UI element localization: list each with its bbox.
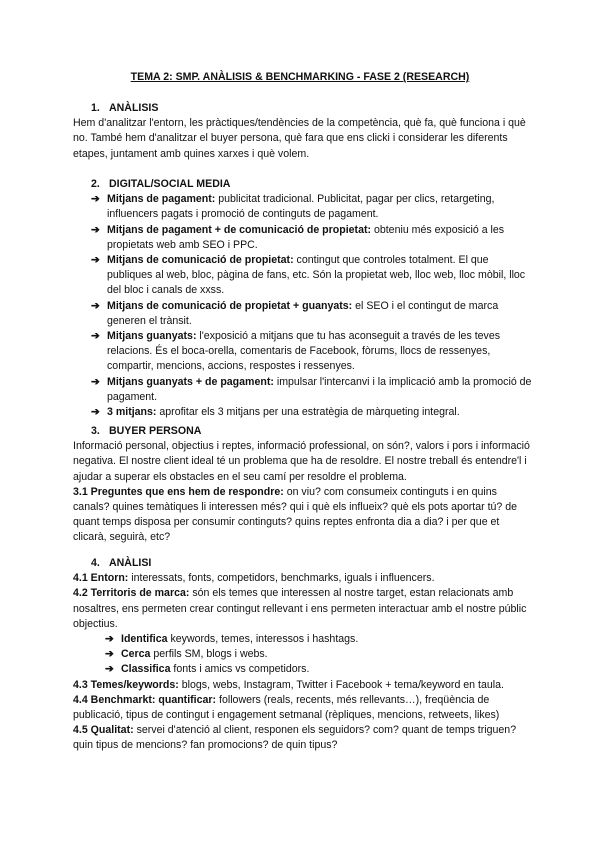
- subsection-text: on viu? com consumeix continguts i en quins canals? quines temàtiques li interessen més? qui i què els influeix? què els pots aportar tú? de quant temps disposa per consumir continguts? quins reptes enfronta dia a dia? i per que et clicarà, seguirà, etc?: [73, 485, 518, 544]
- section-number: 3.: [91, 425, 100, 437]
- section-analisis: [73, 101, 533, 162]
- section-number: 1.: [91, 102, 100, 114]
- subsection-paragraph: [73, 485, 533, 546]
- item-label: Mitjans de pagament + de comunicació de propietat:: [107, 223, 372, 236]
- item-text: fonts i amics vs competidors.: [170, 663, 310, 676]
- list-item: [91, 192, 533, 222]
- entry-paragraph: [73, 723, 533, 753]
- section-title: DIGITAL/SOCIAL MEDIA: [109, 178, 231, 190]
- arrow-icon: ➔: [105, 648, 114, 661]
- item-label: Mitjans de comunicació de propietat:: [107, 254, 294, 267]
- item-text: publicitat tradicional. Publicitat, pagar per clics, retargeting, influencers pagats i promoció de continguts de pagament.: [107, 193, 495, 221]
- entry-label: 4.2 Territoris de marca:: [73, 587, 190, 600]
- arrow-icon: ➔: [91, 375, 100, 388]
- list-item: [105, 647, 533, 662]
- list-item: [91, 253, 533, 299]
- item-label: Mitjans de pagament:: [107, 193, 216, 206]
- entry-paragraph: [73, 571, 533, 586]
- item-label: Classifica: [121, 663, 171, 676]
- arrow-icon: ➔: [91, 299, 100, 312]
- list-item: [91, 223, 533, 253]
- section-heading: [73, 101, 533, 116]
- list-item: [91, 375, 533, 405]
- arrow-icon: ➔: [91, 223, 100, 236]
- entry-label: 4.1 Entorn:: [73, 572, 129, 585]
- section-paragraph: Informació personal, objectius i reptes, informació professional, on són?, valors i pors i informació negativa. El nostre client ideal té un problema que ha de resoldre. El nostre treball és entendre'l i ajudar a superar els obstacles en el seu camí per resoldre el problema.: [73, 440, 530, 483]
- list-item: [91, 329, 533, 375]
- section-digital-social-media: [73, 177, 533, 420]
- entry-paragraph: [73, 586, 533, 632]
- section-analisi: [73, 556, 533, 754]
- section-paragraph: Hem d'analitzar l'entorn, les pràctiques/tendències de la competència, què fa, què funciona i què no. També hem d'analitzar el buyer persona, què fara que ens clicki i considerar les diferents etapes, juntament amb quines xarxes i què volem.: [73, 117, 526, 160]
- arrow-icon: ➔: [105, 633, 114, 646]
- item-label: 3 mitjans:: [107, 406, 157, 419]
- media-list: [73, 192, 533, 420]
- entry-label: 4.3 Temes/keywords:: [73, 678, 179, 691]
- item-label: Mitjans guanyats + de pagament:: [107, 375, 274, 388]
- list-item: [91, 405, 533, 420]
- entry-label: 4.4 Benchmarkt: quantificar:: [73, 693, 217, 706]
- item-text: impulsar l'intercanvi i la implicació amb la promoció de pagament.: [107, 375, 532, 403]
- item-text: keywords, temes, interessos i hashtags.: [167, 633, 359, 646]
- arrow-icon: ➔: [91, 254, 100, 267]
- arrow-icon: ➔: [91, 193, 100, 206]
- entry-text: interessats, fonts, competidors, benchmarks, iguals i influencers.: [128, 572, 435, 585]
- item-text: obteniu més exposició a les propietats web amb SEO i PPC.: [107, 223, 505, 251]
- subsection-label: 3.1 Preguntes que ens hem de respondre:: [73, 485, 284, 498]
- item-text: aprofitar els 3 mitjans per una estratègia de màrqueting integral.: [156, 406, 460, 419]
- section-heading: [73, 177, 533, 192]
- section-title: ANÀLISI: [109, 557, 152, 569]
- page-title: TEMA 2: SMP. ANÀLISIS & BENCHMARKING - FASE 2 (RESEARCH): [130, 71, 470, 83]
- arrow-icon: ➔: [91, 406, 100, 419]
- item-label: Mitjans de comunicació de propietat + guanyats:: [107, 299, 353, 312]
- arrow-icon: ➔: [91, 330, 100, 343]
- entry-text: són els temes que interessen al nostre target, estan relacionats amb nosaltres, ens permeten crear contingut rellevant i ens permeten interactuar amb el nostre públic objectius.: [73, 587, 527, 630]
- entry-text: followers (reals, recents, més rellevants…), freqüència de publicació, tipus de contingut i engagement setmanal (rèpliques, mencions, retweets, likes): [73, 693, 500, 722]
- item-text: perfils SM, blogs i webs.: [150, 648, 268, 661]
- section-heading: [73, 424, 533, 439]
- list-item: [105, 662, 533, 677]
- arrow-icon: ➔: [105, 663, 114, 676]
- item-label: Identifica: [121, 633, 168, 646]
- section-title: ANÀLISIS: [109, 102, 159, 114]
- entry-label: 4.5 Qualitat:: [73, 724, 134, 737]
- territoris-list: [73, 632, 533, 678]
- section-heading: [73, 556, 533, 571]
- item-label: Mitjans guanyats:: [107, 330, 197, 343]
- section-number: 2.: [91, 178, 100, 190]
- item-text: el SEO i el contingut de marca generen el trànsit.: [107, 299, 499, 327]
- item-label: Cerca: [121, 648, 151, 661]
- item-text: l'exposició a mitjans que tu has aconseguit a través de les teves relacions. És el boca-orella, comentaris de Facebook, fòrums, llocs de ressenyes, compartir, mencions, accions, respostes i ressenyes.: [107, 330, 501, 373]
- entry-paragraph: [73, 678, 533, 693]
- entry-text: blogs, webs, Instagram, Twitter i Facebook + tema/keyword en taula.: [178, 678, 504, 691]
- item-text: contingut que controles totalment. El que publiques al web, bloc, pàgina de fans, etc. Són la propietat web, lloc web, lloc mòbil, lloc del bloc i canals de xxss.: [107, 254, 526, 297]
- list-item: [91, 299, 533, 329]
- list-item: [105, 632, 533, 647]
- entry-text: servei d'atenció al client, responen els seguidors? com? quant de temps triguen? quin tipus de mencions? fan promocions? de quin tipus?: [73, 724, 517, 752]
- section-title: BUYER PERSONA: [109, 425, 202, 437]
- section-number: 4.: [91, 557, 100, 569]
- section-buyer-persona: [73, 424, 533, 546]
- entry-paragraph: [73, 693, 533, 723]
